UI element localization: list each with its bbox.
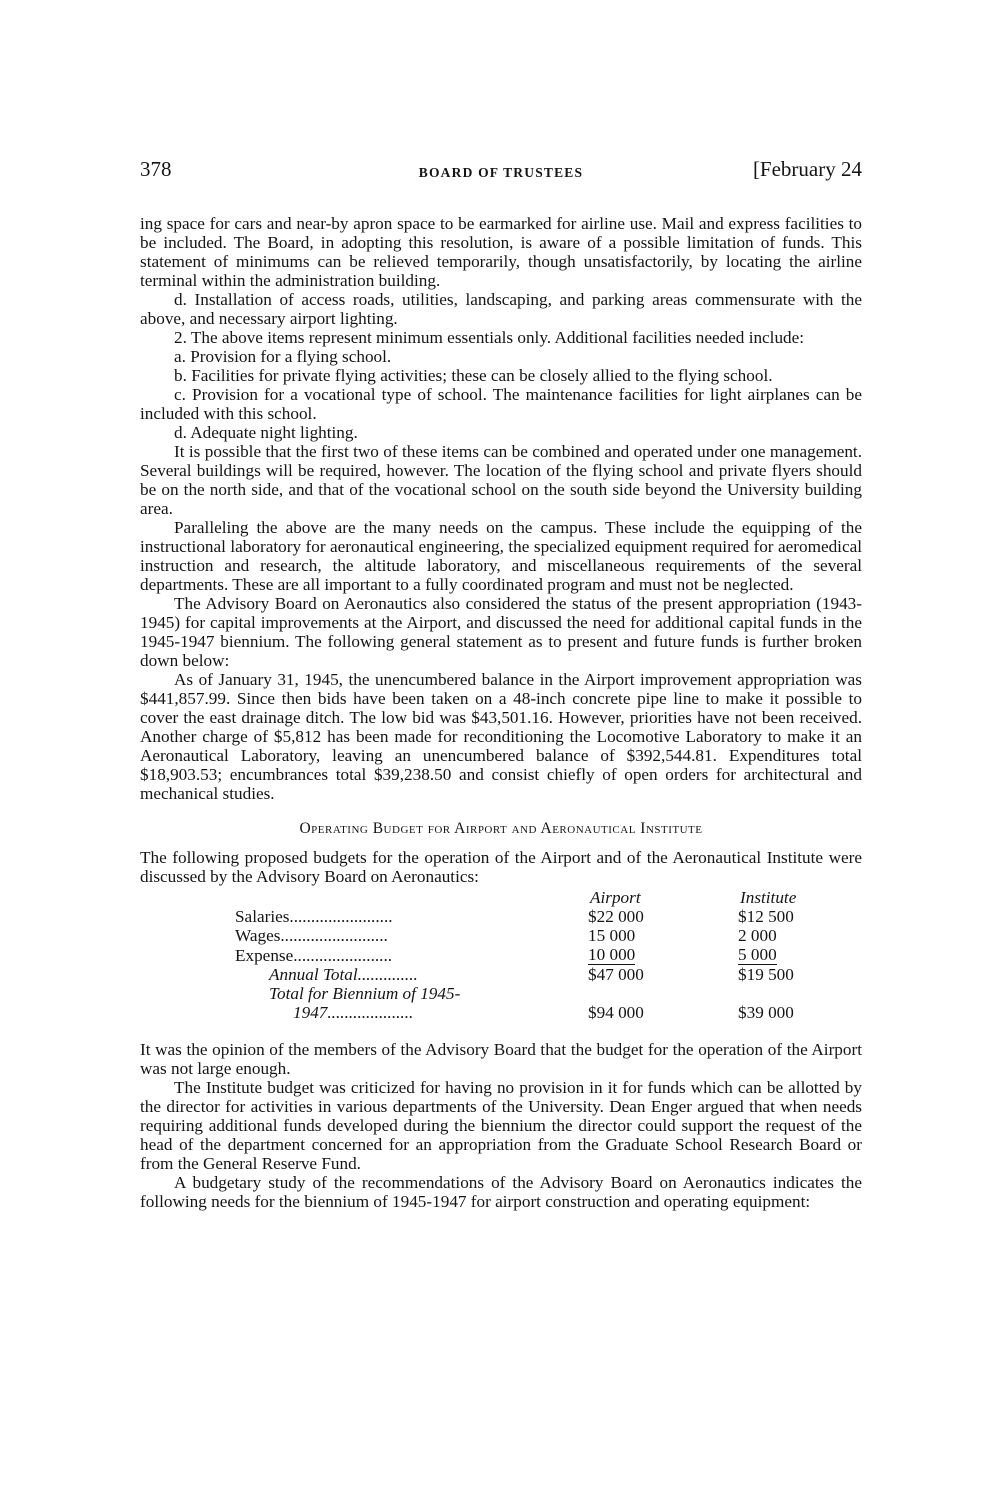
institute-value: 5 000 (738, 945, 777, 964)
airport-value: 15 000 (588, 926, 636, 945)
document-page (140, 157, 862, 1211)
body-text-top (140, 214, 862, 803)
header-date: [February 24 (752, 157, 862, 181)
airport-value: $22 000 (588, 907, 644, 926)
budget-table (140, 888, 862, 1022)
paragraph: The Institute budget was criticized for having no provision in it for funds which can be allotted by the director for activities in various departments of the University. Dean Enger argued that when needs requiring additional funds developed during the biennium the director could support the request of the head of the department concerned for an appropriation from the Graduate School Research Board or from the General Reserve Fund. (140, 1078, 862, 1173)
table-row (235, 926, 828, 945)
body-text-bottom (140, 1040, 862, 1211)
paragraph: 2. The above items represent minimum essentials only. Additional facilities needed include: (174, 328, 805, 347)
paragraph: b. Facilities for private flying activities; these can be closely allied to the flying school. (174, 366, 773, 385)
column-header-institute: Institute (740, 888, 797, 907)
airport-value: 10 000 (588, 945, 636, 964)
table-header-row (235, 888, 828, 907)
institute-value: $12 500 (738, 907, 794, 926)
budget-intro: The following proposed budgets for the operation of the Airport and of the Aeronautical Institute were discussed by the Advisory Board on Aeronautics: (140, 848, 862, 886)
paragraph: d. Adequate night lighting. (174, 423, 358, 442)
biennium-label-line1: Total for Biennium of 1945- (269, 984, 461, 1003)
row-label: Expense....................... (235, 946, 393, 965)
paragraph: ing space for cars and near-by apron space to be earmarked for airline use. Mail and express facilities to be included. The Board, in adopting this resolution, is aware of a possible limitation of funds. This statement of minimums can be relieved temporarily, though unsatisfactorily, by locating the airline terminal within the administration building. (140, 214, 862, 290)
paragraph: c. Provision for a vocational type of school. The maintenance facilities for light airplanes can be included with this school. (140, 385, 862, 423)
table-row (235, 907, 828, 926)
table-row (235, 945, 828, 965)
page-header (140, 157, 862, 190)
page-number: 378 (140, 157, 172, 181)
institute-value: 2 000 (738, 926, 777, 945)
biennium-total-airport: $94 000 (588, 1003, 644, 1022)
paragraph: A budgetary study of the recommendations of the Advisory Board on Aeronautics indicates the following needs for the biennium of 1945-1947 for airport construction and operating equipment: (140, 1173, 862, 1211)
table-row-annual-total (235, 965, 828, 984)
table-row-biennium-total (235, 1003, 828, 1022)
paragraph: d. Installation of access roads, utilities, landscaping, and parking areas commensurate with the above, and necessary airport lighting. (140, 290, 862, 328)
section-title: Operating Budget for Airport and Aeronautical Institute (299, 820, 703, 837)
paragraph: It is possible that the first two of these items can be combined and operated under one management. Several buildings will be required, however. The location of the flying school and private flyers should be on the north side, and that of the vocational school on the south side beyond the University building area. (140, 442, 862, 518)
row-label: Wages......................... (235, 926, 388, 945)
column-header-airport: Airport (590, 888, 641, 907)
table-row-biennium-label (235, 984, 828, 1003)
paragraph: It was the opinion of the members of the Advisory Board that the budget for the operation of the Airport was not large enough. (140, 1040, 862, 1078)
row-label: Salaries........................ (235, 907, 393, 926)
paragraph: Paralleling the above are the many needs on the campus. These include the equipping of the instructional laboratory for aeronautical engineering, the specialized equipment required for aeromedical instruction and research, the altitude laboratory, and miscellaneous requirements of the several departments. These are all important to a fully coordinated program and must not be neglected. (140, 518, 862, 594)
annual-total-institute: $19 500 (738, 965, 794, 984)
paragraph: a. Provision for a flying school. (174, 347, 392, 366)
paragraph: The Advisory Board on Aeronautics also considered the status of the present appropriation (1943-1945) for capital improvements at the Airport, and discussed the need for additional capital funds in the 1945-1947 biennium. The following general statement as to present and future funds is further broken down below: (140, 594, 862, 670)
annual-total-airport: $47 000 (588, 965, 644, 984)
biennium-label-line2: 1947.................... (293, 1003, 414, 1022)
annual-total-label: Annual Total.............. (269, 965, 418, 984)
running-title: BOARD OF TRUSTEES (418, 165, 584, 180)
biennium-total-institute: $39 000 (738, 1003, 794, 1022)
paragraph: As of January 31, 1945, the unencumbered balance in the Airport improvement appropriation was $441,857.99. Since then bids have been taken on a 48-inch concrete pipe line to make it possible to cover the east drainage ditch. The low bid was $43,501.16. However, priorities have not been received. Another charge of $5,812 has been made for reconditioning the Locomotive Laboratory to make it an Aeronautical Laboratory, leaving an unencumbered balance of $392,544.81. Expenditures total $18,903.53; encumbrances total $39,238.50 and consist chiefly of open orders for architectural and mechanical studies. (140, 670, 862, 803)
